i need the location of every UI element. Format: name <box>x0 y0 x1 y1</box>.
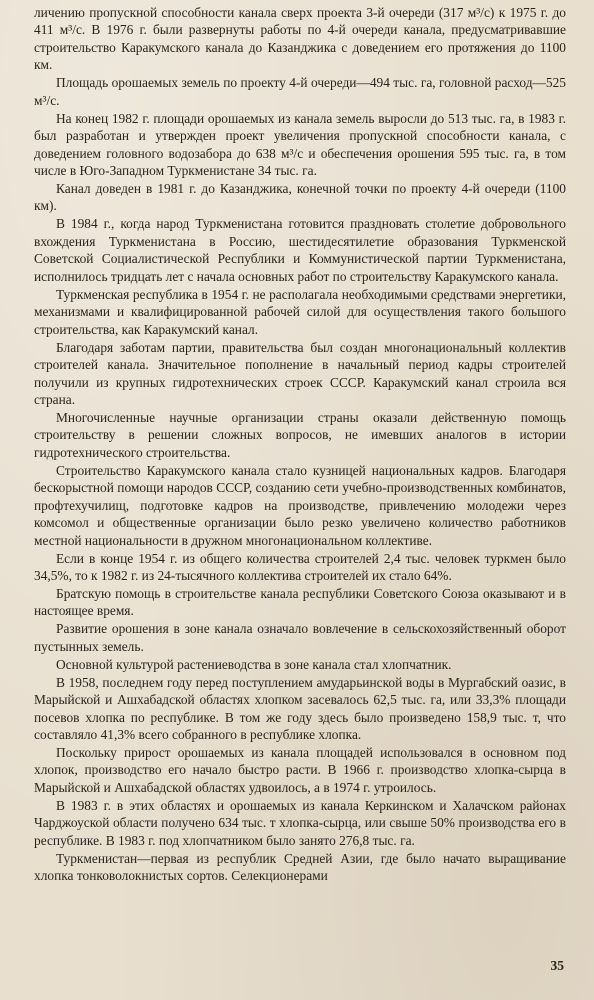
paragraph: Туркменская республика в 1954 г. не располагала необходимыми средствами энергетики, механизмами и квалифицированной рабочей силой для осуществления такого большого строительства, как Каракумский канал. <box>34 286 566 337</box>
paragraph: Если в конце 1954 г. из общего количества строителей 2,4 тыс. человек туркмен было 34,5%, то к 1982 г. из 24-тысячного коллектива строителей их стало 64%. <box>34 550 566 583</box>
page-number: 35 <box>550 958 564 973</box>
paragraph: Площадь орошаемых земель по проекту 4-й очереди—494 тыс. га, головной расход—525 м³/с. <box>34 75 566 108</box>
paragraph: Развитие орошения в зоне канала означало вовлечение в сельскохозяйственный оборот пустынных земель. <box>34 621 566 654</box>
paragraph: На конец 1982 г. площади орошаемых из канала земель выросли до 513 тыс. га, в 1983 г. был разработан и утвержден проект увеличения пропускной способности канала, с доведением головного водозабора до 638 м³/с и обеспечения орошения 595 тыс. га, в том числе в Юго-Западном Туркменистане 34 тыс. га. <box>34 110 566 179</box>
paragraph: Благодаря заботам партии, правительства был создан многонациональный коллектив строителей канала. Значительное пополнение в начальный период кадры строителей получили из крупных гидротехнических строек СССР. Каракумский канал строила вся страна. <box>34 339 566 407</box>
paragraph: Поскольку прирост орошаемых из канала площадей использовался в основном под хлопок, производство его начало быстро расти. В 1966 г. производство хлопка-сырца в Марыйской и Ашхабадской областях удвоилось, а в 1974 г. утроилось. <box>34 745 566 795</box>
paragraph: Строительство Каракумского канала стало кузницей национальных кадров. Благодаря бескорыстной помощи народов СССР, созданию сети учебно-производственных комбинатов, профтехучилищ, подготовке кадров на производстве, привлечению молодежи через комсомол и общественные организации было резко увеличено количество работников местной национальности в дружном многонациональном коллективе. <box>34 462 566 548</box>
paragraph: В 1958, последнем году перед поступлением амударьинской воды в Мургабский оазис, в Марыйской и Ашхабадской областях хлопком засевалось 62,5 тыс. га, или 33,3% площади посевов хлопка по республике. В том же году здесь было произведено 158,9 тыс. т, что составляло 41,3% всего собранного в республике хлопка. <box>34 674 566 743</box>
paragraph: Многочисленные научные организации страны оказали действенную помощь строительству в решении сложных вопросов, не имевших аналогов в истории гидротехнического строительства. <box>34 409 566 460</box>
paragraph: личению пропускной способности канала сверх проекта 3-й очереди (317 м³/с) к 1975 г. до 411 м³/с. В 1976 г. были развернуты работы по 4-й очереди канала, предусматривавшие строительство Каракумского канала до Казанджика с доведением его протяжения до 1100 км. <box>34 5 566 73</box>
paragraph: В 1984 г., когда народ Туркменистана готовится праздновать столетие добровольного вхождения Туркменистана в Россию, шестидесятилетие образования Туркменской Советской Социалистической Республики и Коммунистической партии Туркменистана, исполнилось тридцать лет с начала основных работ по строительству Каракумского канала. <box>34 216 566 284</box>
paragraph: Туркменистан—первая из республик Средней Азии, где было начато выращивание хлопка тонковолокнистых сортов. Селекционерами <box>34 850 566 884</box>
page-body-text <box>34 4 566 885</box>
paragraph: Основной культурой растениеводства в зоне канала стал хлопчатник. <box>56 656 452 672</box>
paragraph: Канал доведен в 1981 г. до Казанджика, конечной точки по проекту 4-й очереди (1100 км). <box>34 181 566 214</box>
paragraph: В 1983 г. в этих областях и орошаемых из канала Керкинском и Халачском районах Чарджоуской области получено 634 тыс. т хлопка-сырца, или свыше 50% производства его в республике. В 1983 г. под хлопчатником было занято 276,8 тыс. га. <box>34 797 566 848</box>
paragraph: Братскую помощь в строительстве канала республики Советского Союза оказывают и в настоящее время. <box>34 585 566 619</box>
